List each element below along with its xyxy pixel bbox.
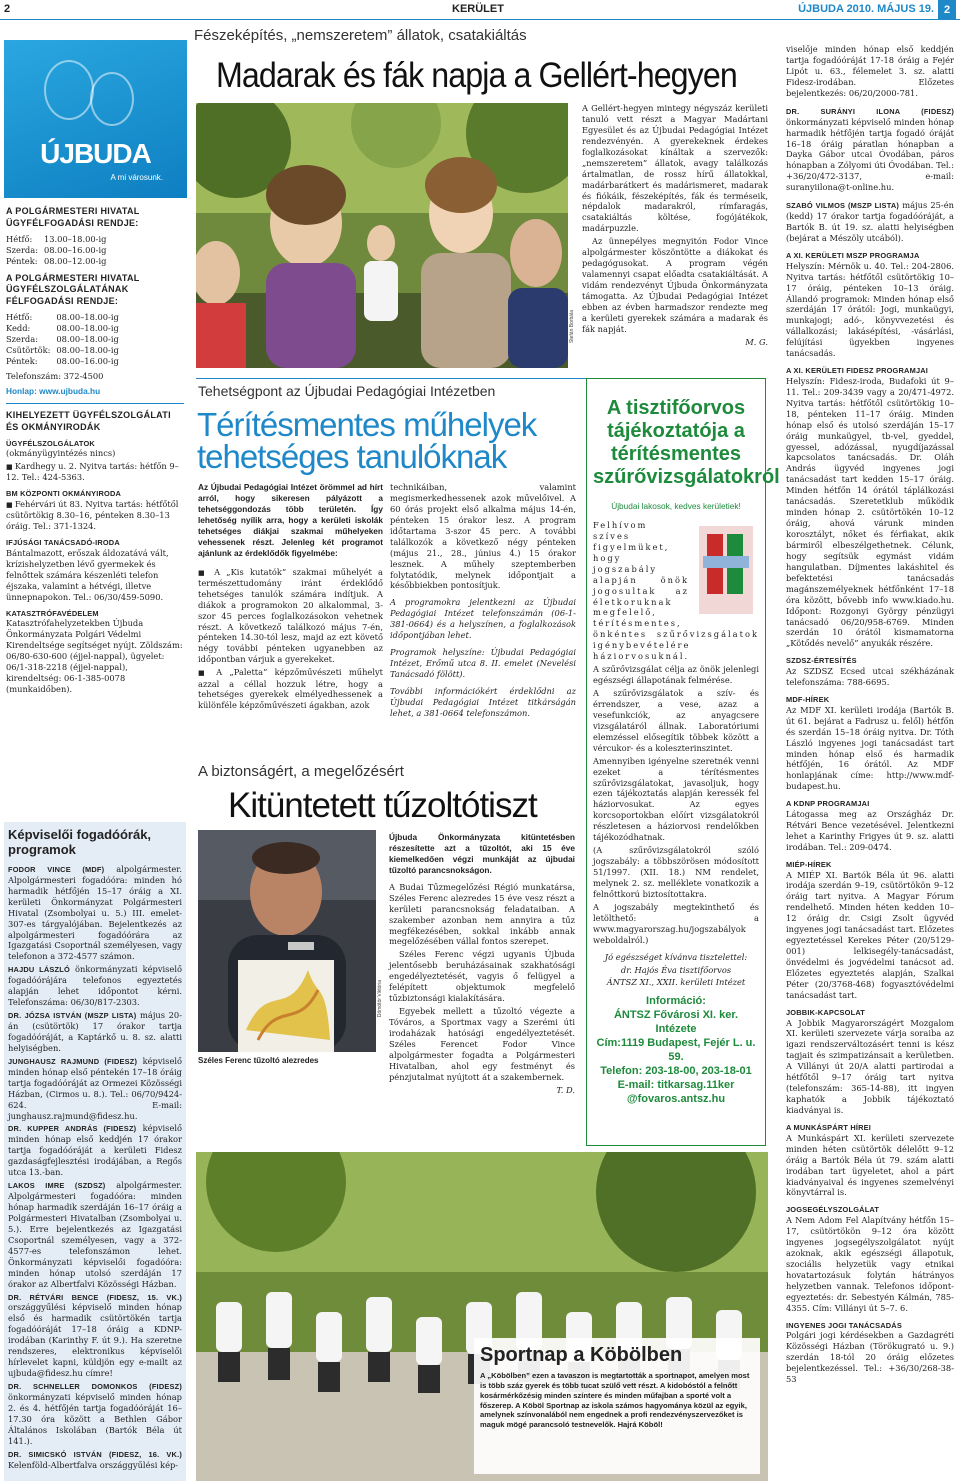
notice-item (786, 106, 954, 194)
representative-name: DR. JÓZSA ISTVÁN (MSZP LISTA) (8, 1011, 137, 1021)
hours-value: 08.00–16.00-ig (43, 244, 107, 255)
hours-row (6, 356, 125, 367)
hours-row (6, 334, 125, 345)
youth-office-text: Bántalmazott, erőszak áldozatává vált, krízishelyzetben lévő gyermekek és felnőttek számára készenléti telefon éjszaka, valamint a hétvégi, illetve ünnepnapokon. Tel.: 06/30/459-5090. (6, 548, 169, 602)
ujbuda-logo (4, 40, 187, 198)
logo-slogan: A mi városunk. (110, 173, 163, 182)
talent-col-2 (390, 482, 576, 721)
photo-credit: Dömötör Viktória (377, 980, 383, 1018)
screening-info (593, 994, 759, 1106)
notice-title: MDF-HÍREK (786, 694, 830, 704)
info-line: Telefon: 203-18-00, 203-18-01 (600, 1065, 752, 1078)
fire-caption: Széles Ferenc tűzoltó alezredes (198, 1056, 319, 1065)
hours-value: 08.00–18.00-ig (56, 345, 119, 355)
representative-text: alpolgármester. Alpolgármesteri fogadóóra: minden hónap harmadik szerdáján 16–17 óráig a Polgármesteri Hivatalban (Zsombolyai u. 5.). Erre bejelentkezés az Igazgatási Csoportnál személyesen, vagy a 372-4577-es telefonszámon lehet. Önkormányzati képviselői fogadóóra: minden hónap utolsó szerdáján 17 órakor az Albertfalvi Közösségi Házban. (8, 1180, 182, 1289)
day-label: Szerda: (6, 244, 38, 255)
representative-entry (8, 1056, 182, 1122)
representative-entry (8, 1381, 182, 1447)
page-number: 2 (4, 3, 11, 15)
talent-lead: Az Újbudai Pedagógiai Intézet örömmel ad hírt arról, hogy sikeresen pályázott a tehetséggondozás több területén. Így lehetőség nyílik arra, hogy a kerületi iskolák tehetséges diákjai szakmai műhelyeken vehessenek részt. Jelenleg két programot ajánlunk az érdeklődők figyelmébe: (198, 482, 383, 558)
notice-item (786, 200, 954, 244)
representative-name: HAJDU LÁSZLÓ (8, 965, 70, 975)
notice-text: Helyszín: Mérnök u. 40. Tel.: 204-2806. Nyitva tartás: hétfőtől csütörtökig 10–17 óráig, pénteken 10–13 óráig. Állandó programok: Minden hónap első szerdáján 17 órától: Jogi, munkaügyi, munkajogi; adó-, könyvvezetési és vállalkozási; lakásépítési, -vásárlási, felújítási ügyekben ingyenes tanácsadás. (786, 260, 954, 359)
bm-office-address: ■ Fehérvári út 83. Nyitva tartás: hétfőtől csütörtökig 8.30–16, pénteken 8.30–13 óráig. Tel.: 371-1324. (6, 499, 184, 532)
representative-entry (8, 1180, 182, 1289)
screening-title: A tisztifőorvos tájékoztatója a térítésmentes szűrővizsgálatokról (593, 397, 780, 488)
talent-paragraph: ■ A „Kis kutatók” szakmai műhelyét a természettudomány iránt érdeklődő tehetséges tanulók számára indítjuk. A diákok a programokon 20 alkalommal, 3-szor 45 perces foglalkozásokon vehetnek részt. A következő találkozó május 7-én, pénteken 14.30-tól lesz, majd az ezt követő négy további pénteken ugyanebben az időpontban várjuk a gyerekeket. (198, 567, 383, 666)
representatives-list (8, 864, 182, 1471)
customer-service-note: (okmányügyintézés nincs) (6, 448, 116, 459)
day-label: Péntek: (6, 355, 38, 366)
logo-circle-icon (44, 60, 94, 120)
sport-photo (196, 1152, 768, 1481)
representative-text: képviselő minden hónap első péntekén 17–18 óráig tartja fogadóóráját az Ormezei Közösségi Házban, (Cirmos u. 8.). Tel.: 06/70/9424-624. E-mail: junghausz.rajmund@fidesz.hu. (8, 1055, 183, 1121)
fire-photo (198, 830, 376, 1052)
representatives-box (4, 822, 186, 1481)
representative-entry (8, 1292, 182, 1380)
screening-box (586, 378, 780, 1146)
screening-paragraph: A szűrővizsgálatok a szív- és érrendszer, a vese, azaz a vesefunkciók, az anyagcsere vizsgálatáról állnak. Laboratóriumi elemzéssel elősegítik többek között a vércukor- és a koleszterinszintet. (593, 688, 759, 753)
screening-paragraph: (A szűrővizsgálatokról szóló jogszabály: a többszörösen módosított 51/1997. (XII. 18.) NM rendelet, melynek 2. sz. melléklete vonatkozik a felnőttkorú biztosítottakra. (593, 845, 759, 899)
divider (6, 403, 184, 404)
notice-title: DR. SURÁNYI ILONA (FIDESZ) (786, 106, 954, 116)
customer-service-title: ÜGYFÉLSZOLGÁLATOK (6, 438, 95, 448)
notice-item (786, 366, 954, 649)
notice-text: Polgári jogi kérdésekben a Gazdagréti Közösségi Házban (Törökugrató u. 9.) szerdán 18-tól 20 óráig előzetes bejelentkezéssel. Tel.: +36/30/268-38-53 (786, 1330, 954, 1385)
notice-title: JOGSEGÉLYSZOLGÁLAT (786, 1205, 880, 1215)
hours-row (6, 345, 125, 356)
fire-text (389, 832, 575, 1098)
hours-value: 08.00–18.00-ig (56, 323, 119, 334)
representative-text: országgyűlési képviselő minden hónap első és harmadik csütörtökén tartja fogadóóráját 17–18 óráig a KDNP-irodában (Karinthy F. út 9.). Ha szeretne rendszeres, elektronikus képviselői hírlevelet kapni, küldjön egy e-mailt az ujbuda@fidesz.hu címre! (8, 1302, 182, 1379)
day-label: Kedd: (6, 323, 31, 334)
info-email[interactable]: @fovaros.antsz.hu (626, 1093, 726, 1106)
day-label: Hétfő: (6, 233, 33, 244)
sport-box (474, 1338, 760, 1474)
birds-photo (196, 103, 568, 368)
screening-paragraph: Felhívom szíves figyelmüket, hogy jogszabály alapján önök jogosultak az életkoruknak megfelelő, térítésmentes, önkéntes szűrővizsgálatok igénybevételére háziorvosuknál. (593, 519, 759, 662)
representative-entry (8, 1449, 182, 1471)
day-label: Hétfő: (6, 312, 33, 323)
screening-paragraph: A szűrővizsgálat célja az önök jelenlegi egészségi állapotának felmérése. (593, 664, 759, 686)
talent-title-line: Térítésmentes műhelyek (197, 406, 537, 443)
notice-item (786, 251, 954, 359)
notice-title: A XI. KERÜLETI FIDESZ PROGRAMJAI (786, 366, 929, 376)
day-label: Szerda: (6, 334, 38, 345)
notice-item (786, 1321, 954, 1385)
representative-entry (8, 864, 182, 962)
notice-text: A Jobbik Magyarországért Mozgalom XI. kerületi szervezete várja soraiba az igazi rendszerváltozásért tenni is kész tagjait és szimpatizánsait a kerületben. A Villányi út 20/A alatti partirodai a hétfőtől 9–17 óráig tart nyitva (telefonszám: 365-14-88), itt ingyen kaphatók a Jobbik tájékoztató kiadványai is. (786, 1017, 954, 1116)
fire-paragraph: A Budai Tűzmegelőzési Régió munkatársa, Széles Ferenc alezredes 15 éve vesz részt a kerületi parancsnokság feladataiban. A szakember azonban nem annyira a tűz megfékezésében, sokkal inkább annak megelőzésében vállal fontos szerepet. (389, 881, 575, 947)
notice-title: SZABÓ VILMOS (MSZP LISTA) (786, 201, 900, 211)
notice-title: A XI. KERÜLETI MSZP PROGRAMJA (786, 250, 920, 260)
representative-name: DR. RÉTVÁRI BENCE (FIDESZ, 15. VK.) (8, 1292, 182, 1302)
hours-value: 08.00–18.00-ig (56, 334, 119, 345)
day-label: Péntek: (6, 255, 38, 266)
talent-title (197, 406, 537, 475)
hours-row (6, 234, 112, 245)
talent-title-line: tehetséges tanulóknak (197, 438, 507, 475)
representative-name: LAKOS IMRE (SZDSZ) (8, 1181, 106, 1191)
disaster-text: Katasztrófahelyzetekben Újbuda Önkormányzata Polgári Védelmi Kirendeltsége segítséget nyújt. Zöldszám: 06/80-630-600 (éjjel-nappal), ügyelet: 06/1-318-2218 (éjjel-nappal), kirendeltség: 06-1-385-0078 (munkaidőben). (6, 618, 183, 695)
representative-entry (8, 1123, 182, 1178)
notice-text: viselője minden hónap első keddjén tartja fogadóóráját 17-18 óráig a Fejér Lipót u. 63., félemelet 3. sz. alatti Fidesz-irodában. Előzetes bejelentkezés: 06/20/2000-781. (786, 44, 954, 98)
info-line: Cím:1119 Budapest, Fejér L. u. 59. (596, 1037, 756, 1064)
page-number-right: 2 (938, 0, 956, 20)
notice-text: A Munkáspárt XI. kerületi szervezete minden héten csütörtök délelőtt 9–12 óráig a Bartók Béla út 79. szám alatti irodában tart ügyeletet, ahol a párt kiadványaival és ingyenes szemelvényi könyvtárral is. (786, 1132, 954, 1198)
notice-text: A Nem Adom Fel Alapítvány hétfőn 15–17, csütörtökön 9–12 óra között ingyenes jogsegélyszolgálatot nyújt azoknak, akik egészségi állapotuk, szociális helyzetük vagy etnikai hovatartozásuk folytán hátrányos helyzetben vannak. Telefonos időpont-egyeztetés: dr. Sebestyén Kálmán, 785-4355. Cím: Villányi út 5–7. 6. (786, 1215, 954, 1313)
hours-row (6, 245, 112, 256)
representative-text: Kelenföld-Albertfalva országgyűlési kép- (8, 1459, 179, 1470)
birds-title: Madarak és fák napja a Gellért-hegyen (216, 56, 737, 95)
notice-title: A MUNKÁSPÁRT HÍREI (786, 1122, 872, 1132)
notice-text: Helyszín: Fidesz-iroda, Budafoki út 9–11. Tel.: 209-3439 vagy a 20/471-4972. Nyitva tartás: hétfőtől csütörtökig 10–18, pénteken 11–17 óráig. Minden hónap első és utolsó szerdáján 15–17 óráig munkaügyel, tb-vel, gyeddel, gyessel, adózással, nyugdíjazással kapcsolatos tanácsadás. Dr. Oláh András ügyvéd ingyenes jogi tanácsadást tart kedden 15–17 óráig. Minden hétfőn 14 órától táplálkozási tanácsadás. Szeretetklub működik minden hónap 2. csütörtökén 10–12 óráig, ahová várunk minden korosztályt, nőket és férfiakat, akik bármiről elbeszélgethetnek. Célunk, hogy segítsük egymást vidám hangulatban. Díjmentes lakáshitel és befektetési tanácsadás magánszemélyeknek hétfőnként 17–18 óra között, bővebb info www.kiado.hu. Időpont: Rozgonyi György pénzügyi tanácsadó 06/20/958-6769. Minden szerdán 10 órától kismamatorna „Kötődés nevelő” anyukák részére. (786, 375, 954, 649)
birds-kicker: Fészeképítés, „nemszeretem” állatok, csatakiáltás (194, 27, 527, 44)
notice-text: Az MDF XI. kerületi irodája (Bartók B. út 61. bejárat a Fadrusz u. felől) hétfőn és szerdán 15–18 óráig nyitva. Dr. Tóth László ingyenes jogi tanácsadást tart minden hónap első és harmadik hétfőjén, 16 órától. Az MDF honlapjának címe: http://www.mdf-budapest.hu. (786, 704, 954, 792)
notice-text: A MIÉP XI. Bartók Béla út 96. alatti irodája szerdán 9–19, csütörtökön 9–12 óráig tart nyitva. A Magyar Fórum rendelhető. Minden héten kedden 10–12 óráig dr. Csigi Zsolt ügyvéd ingyenes jogi tanácsadást tart. Előzetes egyeztetéssel Kerekes Péter (20/5129-001) lelkisegély-tanácsadást, önvédelmi és jogvédelmi tanácsot ad. Előzetes egyeztetés alapján, Szalkai Péter (20/3768-468) fogyasztóvédelmi tanácsadást tart. (786, 869, 954, 1000)
representative-name: DR. SCHNELLER DOMONKOS (FIDESZ) (8, 1382, 182, 1391)
representative-name: FODOR VINCE (MDF) (8, 864, 105, 874)
representative-text: május 20-án (csütörtök) 17 órakor tartja fogadóóráját, a Kaptárkő u. 8. sz. alatti helyiségben. (8, 1010, 182, 1053)
antsz-logo-icon (693, 520, 759, 620)
fire-paragraph: Széles Ferenc végzi ugyanis Újbuda jelentősebb beruházásainak szakhatósági engedélyeztetését, vagyis ő felügyel a felépített objektumok megfelelő tűzbiztonsági kialakítására. (389, 949, 575, 1004)
right-column (786, 44, 954, 1392)
representative-entry (8, 1010, 182, 1054)
page-header (0, 0, 960, 20)
talent-paragraph: technikáiban, valamint megismerkedhessenek azok művelőivel. A 60 órás projekt első alkalma május 14-én, pénteken 15 órakor lesz. A program időtartama 3-szor 45 perc. A további találkozók a következő négy pénteken (május 21., 28., június 4.) 15 órakor lesznek. A műhely szeptemberben folytatódik, melynek időpontjait a későbbiekben pontosítjuk. (390, 482, 576, 591)
firefighter-portrait (198, 830, 376, 1052)
offices-title: KIHELYEZETT ÜGYFÉLSZOLGÁLATI ÉS OKMÁNYIRODÁK (6, 409, 171, 432)
screening-paragraph: Amennyiben igényelne szeretnék venni ezeket a térítésmentes szűrővizsgálatokat, javasoljuk, hogy ezen tájékoztatás alapján keressék fel háziorvosukat. Az egyes korcsoportokban előírt vizsgálatokról részletesen a háziorvosi rendelőkben tájékozódhatnak. (593, 755, 759, 843)
notice-text: önkormányzati képviselő minden hónap harmadik hétfőjén tartja fogadó óráját 16–18 óráig páratlan hónapban a Dayka Gábor utcai Óvodában, páros hónapban a Zólyomi úti Óvodában. Tel.: +36/20/472-3137, e-mail: suranyiilona@t-online.hu. (786, 116, 954, 193)
divider (196, 378, 586, 379)
notice-title: INGYENES JOGI TANÁCSADÁS (786, 1320, 902, 1330)
youth-office-title: IFJÚSÁGI TANÁCSADÓ-IRODA (6, 538, 120, 548)
birds-signature: M. G. (745, 336, 768, 347)
representative-text: képviselő minden hónap első keddjén 17 órakor tartja fogadóóráját a kerületi Fidesz gazdaságfejlesztési irodájában, a Regős utca 13.-ban. (8, 1123, 183, 1178)
hours-row (6, 256, 112, 267)
screening-signer: dr. Hajós Éva tisztifőorvos (620, 964, 732, 975)
photo-credit: Stefán Borbála (569, 310, 575, 344)
service-hours-title: A POLGÁRMESTERI HIVATAL ÜGYFÉLSZOLGÁLATÁNAK FÉLFOGADÁSI RENDJE: (6, 272, 140, 307)
logo-circle-icon (90, 72, 134, 126)
section-title: KERÜLET (452, 3, 504, 15)
notice-item (786, 44, 954, 99)
disaster-title: KATASZTRÓFAVÉDELEM (6, 608, 99, 618)
screening-wish: Jó egészséget kívánva tisztelettel: (604, 951, 748, 962)
edition-date: ÚJBUDA 2010. MÁJUS 19. (798, 3, 934, 15)
screening-paragraph: A jogszabály megtekinthető és letölthető: a www.magyarorszag.hu/jogszabályok weboldalról.) (593, 901, 759, 945)
representative-name: DR. SIMICSKÓ ISTVÁN (FIDESZ, 16. VK.) (8, 1449, 182, 1459)
representative-text: alpolgármester. Alpolgármesteri fogadóóra: minden hó harmadik hétfőjén 15–17 óráig a XI. kerületi Önkormányzat Polgármesteri Hivatal (Zsombolyai u. 5.) III. emelet- 307-es tárgyalójában. Bejelentkezés az alpolgármesteri fogadóórára az Igazgatási Csoportnál személyesen, vagy telefonon a 372-4577 számon. (8, 863, 182, 962)
hours-value: 08.00–18.00-ig (56, 312, 119, 323)
notice-item (786, 656, 954, 688)
notice-item (786, 1008, 954, 1116)
fire-paragraph: Egyebek mellett a tűzoltó végezte a Tóváros, a Sportmax vagy a Szerémi úti irodaházak hatósági engedélyeztetését. Széles Ferencet Fodor Vince alpolgármester fogadta a Polgármesteri Hivatalban, ahol egy festményt és pénzjutalmat nyújtott át a szakembernek. (389, 1006, 575, 1082)
talent-paragraph: További információkért érdeklődni az Újbudai Pedagógiai Intézet titkárságán lehet, a 381-0664 telefonszámon. (390, 685, 576, 718)
representative-entry (8, 964, 182, 1008)
fire-signature: T. D. (556, 1084, 575, 1095)
notice-text: Az SZDSZ Ecsed utcai székházának telefonszáma: 788-6695. (786, 666, 954, 688)
talent-kicker: Tehetségpont az Újbudai Pedagógiai Intézetben (198, 383, 496, 399)
info-email[interactable]: E-mail: titkarsag.11ker (617, 1079, 735, 1092)
notice-title: SZDSZ-ÉRTESÍTÉS (786, 656, 857, 666)
sport-text: A „Köbölben” ezen a tavaszon is megtartották a sportnapot, amelyen most is több száz gyerek és több tucat szülő vett részt. A kidobóstól a felnőtt kosármérkőzésig minden színtere és minden műfajban a sporté volt a főszerep. A Köböl Sportnap az iskola számos hagyománya közül az egyik, amelynek színvonalából nem engednek a profi rendezvényszervezőket is maguk mögé parancsoló testnevelők. Hajrá Köböl! (480, 1371, 750, 1430)
office-hours-title: A POLGÁRMESTERI HIVATAL ÜGYFÉLFOGADÁSI RENDJE: (6, 206, 140, 228)
notice-text: május 25-én (kedd) 17 órakor tartja fogadóóráját, a Bartók B. út 19. sz. alatti helyiségben (bejárat a Mészöly utcából). (786, 200, 954, 243)
representatives-title: Képviselői fogadóórák, programok (8, 827, 152, 857)
hours-row (6, 323, 125, 334)
talent-paragraph: ■ A „Paletta” képzőművészeti műhelyt azzal a céllal hozzuk létre, hogy a tehetséges gyerekek elmélyedhessenek a különféle képzőművészeti ágakban, azok (198, 667, 383, 711)
hours-value: 13.00–18.00-ig (43, 233, 107, 244)
representative-text: önkormányzati képviselő fogadóórájára telefonos egyeztetés alapján lehet időpontot kérni. Telefonszáma: 06/30/817-2303. (8, 964, 182, 1008)
notice-title: A KDNP PROGRAMJAI (786, 799, 870, 809)
screening-office: ÁNTSZ XI., XXII. kerületi Intézet (606, 977, 746, 988)
notice-item (786, 695, 954, 792)
hours-value: 08.00–16.00-ig (56, 355, 119, 366)
logo-name: ÚJBUDA (40, 138, 151, 169)
hours-value: 08.00–12.00-ig (43, 255, 107, 266)
representative-text: önkormányzati képviselő minden hónap 2. és 4. hétfőjén tartja fogadóóráját 16–17.30 óra között a Bethlen Gábor Általános Iskolában (Bartók Béla út 141.). (8, 1391, 182, 1446)
fire-title: Kitüntetett tűzoltótiszt (228, 786, 537, 825)
hours-row (6, 312, 125, 323)
fire-kicker: A biztonságért, a megelőzésért (198, 763, 404, 780)
birds-paragraph: A Gellért-hegyen mintegy négyszáz kerületi tanuló vett részt a Magyar Madártani Egyesület és az Újbudai Pedagógiai Intézet rendezvényén. A gyerekeknek érdekes foglalkozásokat kínáltak a szervezők: „nemszeretem” állatok, avagy találkozás ártalmatlan, de rossz hírű állatokkal, madárbarátkert és madárismeret, madarak és fiókáik, fészeképítés, fák és terméseik, népdalok madarakról, rímfaragás, csatakiáltás költése, fogójátékok, madárpuzzle. (582, 103, 768, 234)
notice-title: JOBBIK-KAPCSOLAT (786, 1007, 866, 1017)
children-forest-photo (196, 103, 568, 368)
notice-title: MIÉP-HÍREK (786, 859, 832, 869)
representative-name: DR. KUPPER ANDRÁS (FIDESZ) (8, 1124, 137, 1134)
fire-lead: Újbuda Önkormányzata kitüntetésben részesítette azt a tűzoltót, aki 15 éve kiemelkedően végzi munkáját az újbudai tűzoltó parancsnokságon. (389, 832, 575, 875)
talent-paragraph: A programokra jelentkezni az Újbudai Pedagógiai Intézet telefonszámán (06-1-381-0664) és a helyszínen, a foglalkozások időpontjában lehet. (390, 597, 576, 641)
notice-item (786, 860, 954, 1001)
representative-name: JUNGHAUSZ RAJMUND (FIDESZ) (8, 1056, 138, 1066)
customer-service-address: ■ Kardhegy u. 2. Nyitva tartás: hétfőn 9–12. Tel.: 424-5363. (6, 461, 184, 483)
notice-item (786, 1123, 954, 1198)
screening-greeting: Újbudai lakosok, kedves kerületiek! (611, 501, 741, 511)
birds-paragraph: Az ünnepélyes megnyitón Fodor Vince alpolgármester köszöntötte a diákokat és pedagógusokat. A program végén valamennyi csapat előadta csatakiáltását. A vidám rendezvényt Újbuda Önkormányzata támogatta. Az Újbudai Pedagógiai Intézet ebben az évben harmadszor rendezte meg a kerületi gyerekek számára a madarak és fák napját. (582, 236, 768, 334)
office-hours-table (6, 234, 112, 267)
service-hours-table (6, 312, 125, 367)
talent-paragraph: Programok helyszíne: Újbudai Pedagógiai Intézet, Erőmű utca 8. II. emelet (Nevelési Tanácsadó fölött). (390, 647, 576, 679)
day-label: Csütörtök: (6, 345, 51, 355)
info-line: Információ: (646, 995, 706, 1008)
info-line: ÁNTSZ Fővárosi XI. ker. Intézete (613, 1009, 739, 1036)
bm-office-title: BM KÖZPONTI OKMÁNYIRODA (6, 489, 122, 499)
website-link[interactable]: Honlap: www.ujbuda.hu (6, 385, 101, 396)
birds-text (582, 103, 768, 350)
notice-item (786, 799, 954, 853)
notice-item (786, 1205, 954, 1313)
phone-number: Telefonszám: 372-4500 (6, 370, 104, 381)
notice-text: Látogassa meg az Országház Dr. Rétvári Bence vezetésével. Jelentkezni lehet a Karinthy Frigyes út 9. sz. alatti irodában. Tel.: 209-0474. (786, 809, 954, 852)
sport-title: Sportnap a Köbölben (480, 1344, 683, 1366)
left-column (6, 206, 184, 697)
talent-col-1 (198, 482, 383, 713)
